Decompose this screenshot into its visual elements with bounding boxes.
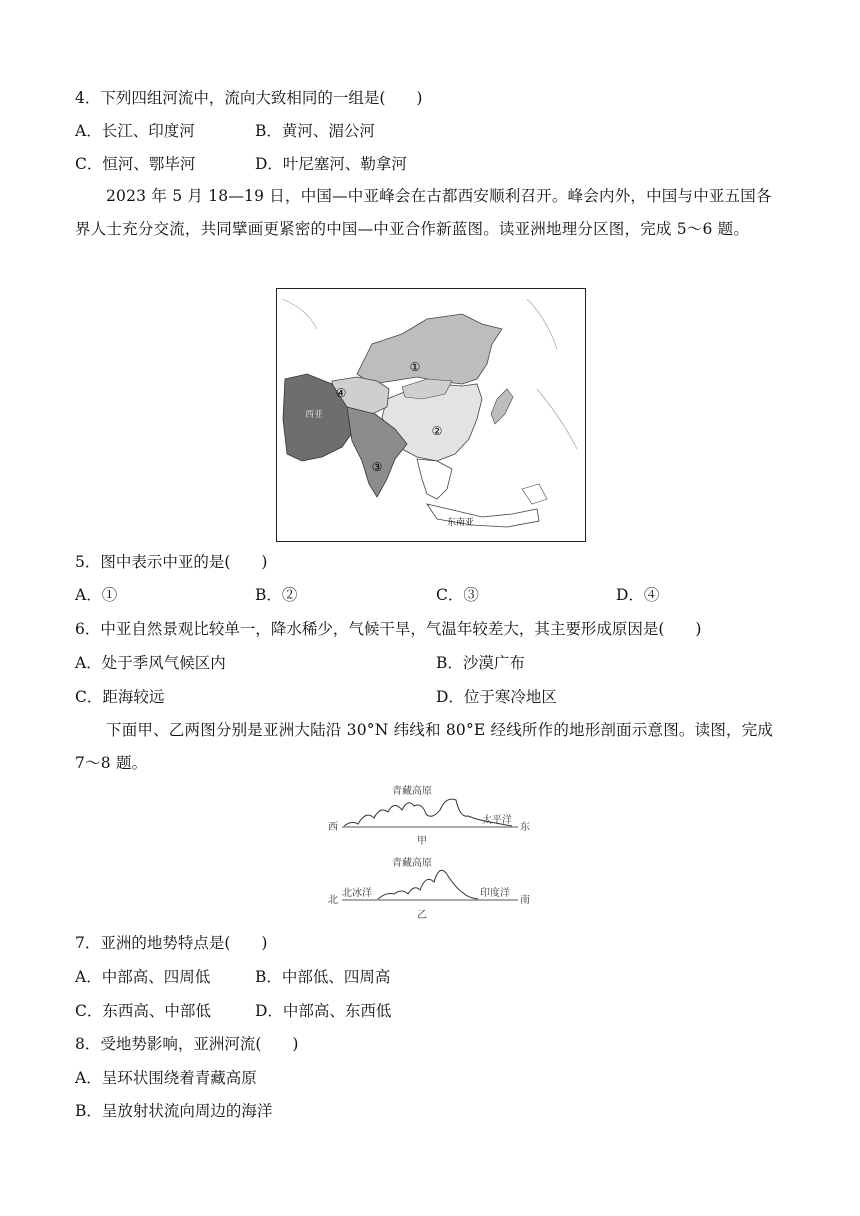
profile-a-graphic bbox=[322, 780, 532, 848]
intro-paragraph-2: 下面甲、乙两图分别是亚洲大陆沿 30°N 纬线和 80°E 经线所作的地形剖面示意图。读图，完成 7～8 题。 bbox=[75, 721, 774, 772]
profile-a-east-label: 东 bbox=[520, 822, 530, 833]
q8-option-a: A．呈环状围绕着青藏高原 bbox=[75, 1069, 257, 1087]
q5-option-b: B．② bbox=[255, 586, 298, 604]
q5-option-c: C．③ bbox=[436, 586, 479, 604]
profile-b-peak-label: 青藏高原 bbox=[392, 858, 432, 869]
island-shape bbox=[522, 484, 547, 504]
map-label-west-asia: 西亚 bbox=[305, 410, 324, 420]
southeast-asia-mainland bbox=[417, 459, 452, 499]
q8-stem: 8．受地势影响，亚洲河流( ) bbox=[75, 1035, 299, 1053]
southeast-asia-islands bbox=[427, 504, 539, 527]
q7-option-b: B．中部低、四周高 bbox=[255, 968, 391, 986]
map-label-2: ② bbox=[431, 424, 443, 438]
map-graphic bbox=[277, 289, 585, 541]
profile-a-name: 甲 bbox=[417, 836, 427, 847]
q4-option-b: B．黄河、湄公河 bbox=[255, 122, 375, 140]
profile-b-indian-label: 印度洋 bbox=[480, 888, 510, 899]
profile-a-west-label: 西 bbox=[328, 822, 338, 833]
q7-option-d: D．中部高、东西低 bbox=[255, 1002, 392, 1020]
q4-option-a: A．长江、印度河 bbox=[75, 122, 195, 140]
q7-stem: 7．亚洲的地势特点是( ) bbox=[75, 934, 268, 952]
profile-b-arctic-label: 北冰洋 bbox=[342, 888, 372, 899]
q6-stem: 6．中亚自然景观比较单一，降水稀少，气候干旱，气温年较差大，其主要形成原因是( ) bbox=[75, 620, 702, 638]
map-label-southeast-asia: 东南亚 bbox=[447, 518, 475, 528]
q6-option-b: B．沙漠广布 bbox=[436, 654, 525, 672]
q6-option-d: D．位于寒冷地区 bbox=[436, 688, 557, 706]
q5-option-d: D．④ bbox=[616, 586, 660, 604]
map-label-3: ③ bbox=[371, 460, 383, 474]
asia-regions-map bbox=[276, 288, 586, 542]
q8-option-b: B．呈放射状流向周边的海洋 bbox=[75, 1102, 273, 1120]
q6-option-c: C．距海较远 bbox=[75, 688, 165, 706]
profile-b-figure bbox=[322, 852, 532, 922]
profile-a-figure bbox=[322, 780, 532, 848]
q6-option-a: A．处于季风气候区内 bbox=[75, 654, 226, 672]
profile-a-peak-label: 青藏高原 bbox=[392, 786, 432, 797]
map-label-1: ① bbox=[409, 360, 421, 374]
map-label-4: ④ bbox=[335, 386, 347, 400]
profile-b-terrain-line bbox=[378, 870, 478, 899]
profile-b-south-label: 南 bbox=[520, 895, 530, 906]
q5-option-a: A．① bbox=[75, 586, 118, 604]
q7-option-a: A．中部高、四周低 bbox=[75, 968, 211, 986]
profile-b-name: 乙 bbox=[417, 910, 427, 921]
q7-option-c: C．东西高、中部低 bbox=[75, 1002, 211, 1020]
profile-b-graphic bbox=[322, 852, 532, 922]
q4-option-d: D．叶尼塞河、勒拿河 bbox=[255, 155, 407, 173]
intro-paragraph-1: 2023 年 5 月 18—19 日，中国—中亚峰会在古都西安顺利召开。峰会内外，中国与中亚五国各界人士充分交流，共同擘画更紧密的中国—中亚合作新蓝图。读亚洲地理分区图，完成 5～6 题。 bbox=[75, 187, 772, 238]
profile-a-sea-label: 太平洋 bbox=[482, 815, 512, 826]
profile-b-north-label: 北 bbox=[328, 895, 338, 906]
north-asia-region bbox=[357, 314, 502, 384]
q4-stem: 4．下列四组河流中，流向大致相同的一组是( ) bbox=[75, 89, 423, 107]
japan-shape bbox=[491, 389, 513, 424]
q5-stem: 5．图中表示中亚的是( ) bbox=[75, 553, 268, 571]
q4-option-c: C．恒河、鄂毕河 bbox=[75, 155, 196, 173]
